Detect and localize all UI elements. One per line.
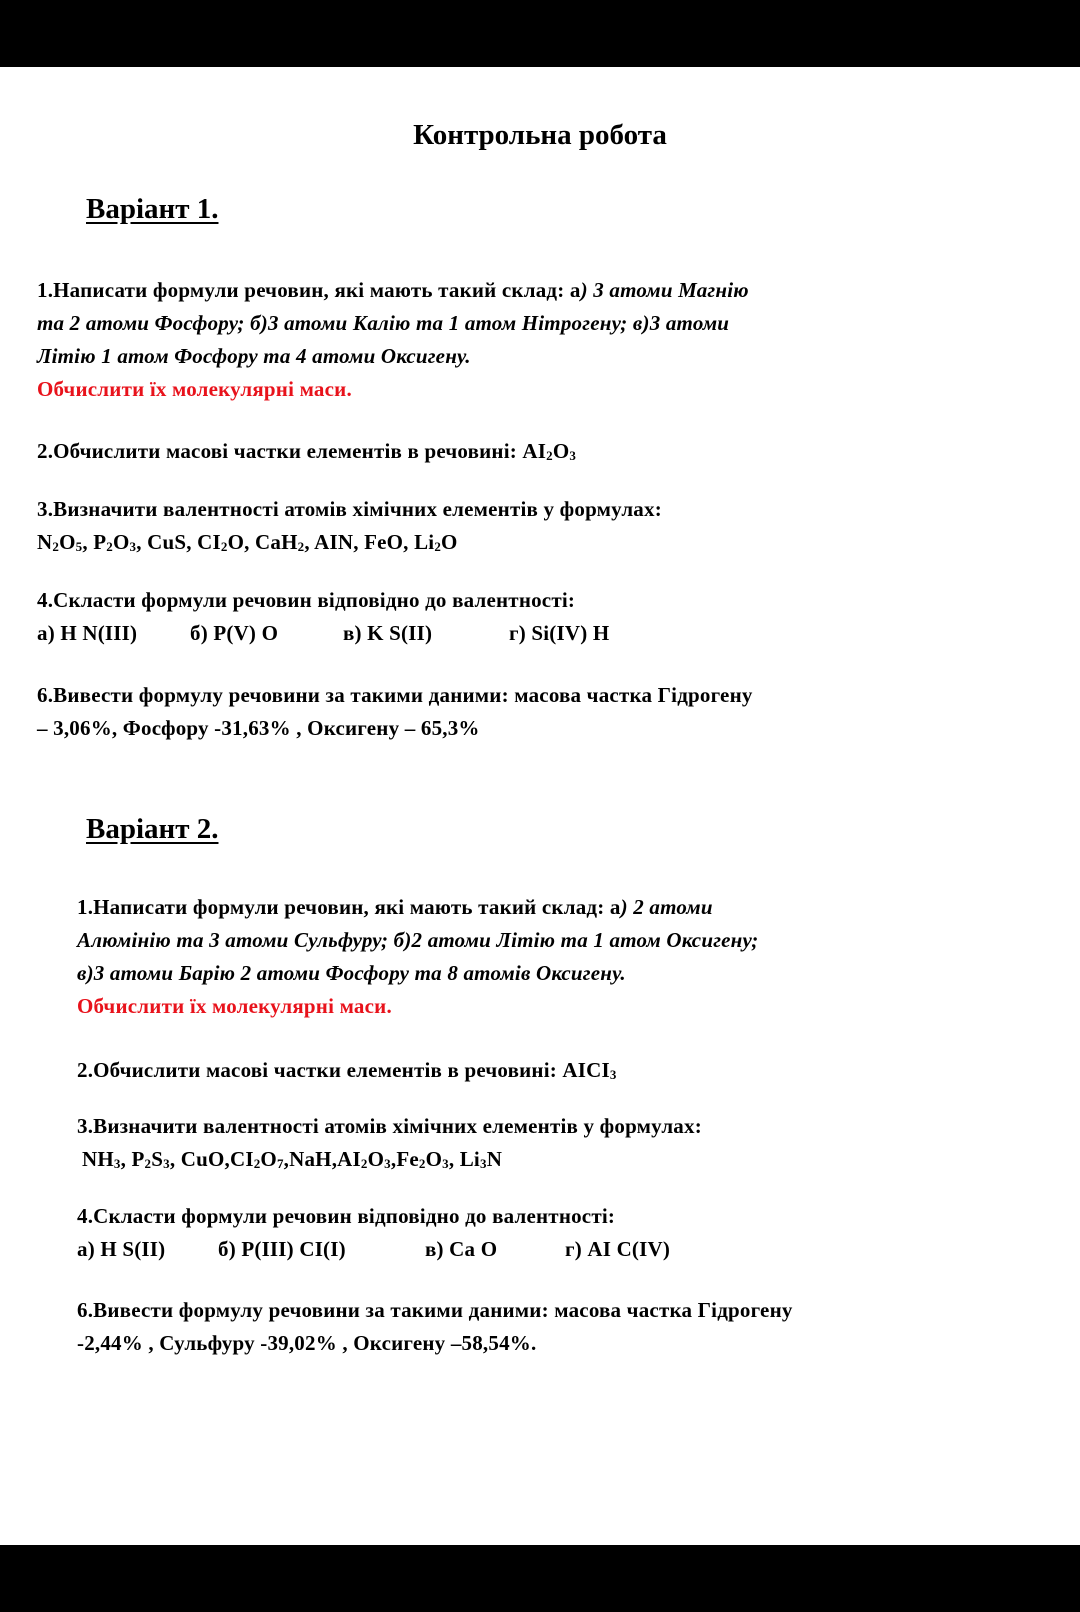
valence-item-d: г) AI C(IV) [565,1237,671,1261]
formula-part: O, CaH [227,530,298,554]
subscript: 2 [546,448,553,463]
valence-item-b: б) P(III) CI(I) [218,1237,346,1261]
subscript: 3 [442,1156,449,1171]
task-text: 1.Написати формули речовин, які мають такий склад: а [37,278,581,302]
subscript: 3 [384,1156,391,1171]
page-title: Контрольна робота [413,119,667,151]
formula-list [77,1143,702,1180]
task-text-italic: ) 3 атоми Магнію [580,278,749,302]
formula-part: , CuS, CI [136,530,221,554]
variant-1-task-3 [37,493,662,563]
subscript: 2 [418,1156,426,1171]
formula-part: O [425,1147,443,1171]
task-text: 3.Визначити валентності атомів хімічних елементів у формулах: [37,497,662,521]
formula-part: , P [120,1147,145,1171]
task-text: 4.Скласти формули речовин відповідно до валентності: [37,588,576,612]
subscript: 3 [569,448,577,463]
subscript: 2 [297,539,305,554]
variant-2-task-6 [77,1294,793,1360]
formula-part: S [151,1147,164,1171]
subscript: 2 [360,1156,368,1171]
task-text: 4.Скласти формули речовин відповідно до валентності: [77,1204,616,1228]
task-text: 6.Вивести формулу речовини за такими даними: масова частка Гідрогену [77,1298,793,1322]
variant-2-heading: Варіант 2. [86,813,219,845]
task-text-italic: та 2 атоми Фосфору; б)3 атоми Калію та 1 атом Нітрогену; в)3 атоми [37,311,730,335]
formula-part: ,NaH,AI [283,1147,361,1171]
task-text-italic: в)3 атоми Барію 2 атоми Фосфору та 8 атомів Оксигену. [77,961,626,985]
formula-part: , P [82,530,107,554]
formula-list [37,526,662,563]
subscript: 2 [253,1156,261,1171]
valence-item-c: в) K S(II) [343,621,433,645]
variant-2-task-1 [77,891,758,1023]
formula-part: , Li [448,1147,480,1171]
valence-item-a: а) H N(III) [37,621,138,645]
subscript: 3 [609,1067,617,1082]
formula-part: O [552,439,570,463]
subscript: 3 [163,1156,170,1171]
formula-part: , AIN, FeO, Li [304,530,435,554]
subscript: 2 [220,539,228,554]
valence-item-c: в) Ca O [425,1237,498,1261]
subscript: 7 [276,1156,284,1171]
task-text: 3.Визначити валентності атомів хімічних елементів у формулах: [77,1114,702,1138]
variant-1-task-4 [37,584,609,650]
variant-1-task-6 [37,679,753,745]
formula-part: N [37,530,53,554]
variant-1-heading: Варіант 1. [86,193,219,225]
task-text: -2,44% , Сульфуру -39,02% , Оксигену –58,54%. [77,1331,537,1355]
formula-part: O [367,1147,385,1171]
subscript: 3 [113,1156,121,1171]
task-text: 2.Обчислити масові частки елементів в речовині: AICI [77,1058,610,1082]
variant-2-task-4 [77,1200,670,1266]
subscript: 2 [106,539,113,554]
subscript: 5 [75,539,83,554]
task-text: – 3,06%, Фосфору -31,63% , Оксигену – 65,3% [37,716,480,740]
document-page [0,67,1080,1545]
variant-2-task-3 [77,1110,702,1180]
formula-part: N [486,1147,503,1171]
subscript: 2 [52,539,60,554]
subscript: 3 [479,1156,487,1171]
valence-item-d: г) Si(IV) H [509,621,610,645]
task-text-italic: Алюмінію та 3 атоми Сульфуру; б)2 атоми Літію та 1 атом Оксигену; [77,928,759,952]
task-text: 2.Обчислити масові частки елементів в речовині: AI [37,439,547,463]
task-highlight-red: Обчислити їх молекулярні маси. [37,377,352,401]
formula-part: , CuO,CI [169,1147,254,1171]
formula-part: ,Fe [390,1147,419,1171]
formula-part: O [260,1147,277,1171]
variant-1-task-2 [37,435,576,472]
task-text: 1.Написати формули речовин, які мають такий склад: а [77,895,621,919]
valence-item-b: б) P(V) O [190,621,279,645]
task-highlight-red: Обчислити їх молекулярні маси. [77,994,392,1018]
task-text-italic: ) 2 атоми [620,895,713,919]
formula-part: O [59,530,76,554]
formula-part: O [441,530,458,554]
subscript: 3 [129,539,137,554]
valence-item-a: а) H S(II) [77,1237,166,1261]
formula-part: O [112,530,130,554]
task-text: 6.Вивести формулу речовини за такими даними: масова частка Гідрогену [37,683,753,707]
variant-2-task-2 [77,1054,617,1091]
subscript: 2 [434,539,442,554]
formula-part: NH [82,1147,114,1171]
task-text-italic: Літію 1 атом Фосфору та 4 атоми Оксигену. [37,344,471,368]
variant-1-task-1 [37,274,749,406]
subscript: 2 [144,1156,152,1171]
